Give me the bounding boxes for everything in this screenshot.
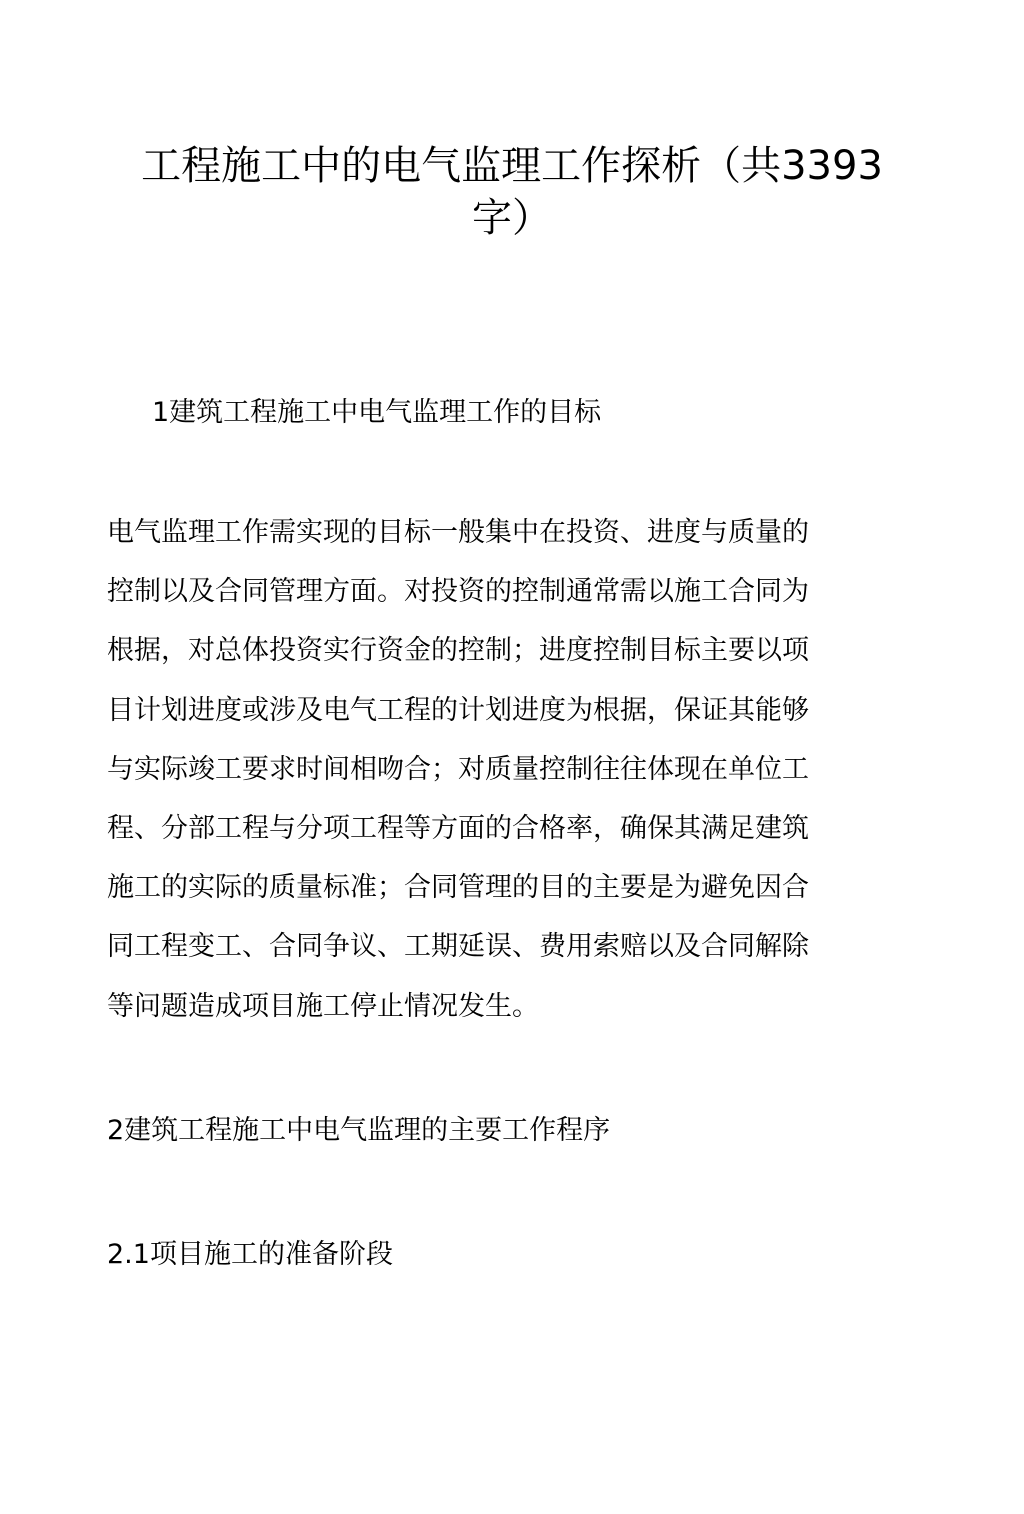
paragraph-line: 目计划进度或涉及电气工程的计划进度为根据，保证其能够 <box>107 694 809 726</box>
paragraph-line: 等问题造成项目施工停止情况发生。 <box>107 990 539 1022</box>
paragraph-line: 根据，对总体投资实行资金的控制；进度控制目标主要以项 <box>107 635 809 667</box>
paragraph-line: 控制以及合同管理方面。对投资的控制通常需以施工合同为 <box>107 576 809 608</box>
section-2-heading: 2建筑工程施工中电气监理的主要工作程序 <box>107 1115 611 1146</box>
paragraph-line: 电气监理工作需实现的目标一般集中在投资、进度与质量的 <box>107 517 809 548</box>
section-1-paragraph <box>107 513 867 1046</box>
paragraph-line: 程、分部工程与分项工程等方面的合格率，确保其满足建筑 <box>107 812 809 844</box>
paragraph-line: 施工的实际的质量标准；合同管理的目的主要是为避免因合 <box>107 872 809 904</box>
paragraph-line: 同工程变工、合同争议、工期延误、费用索赔以及合同解除 <box>107 931 809 963</box>
paragraph-line: 与实际竣工要求时间相吻合；对质量控制往往体现在单位工 <box>107 753 809 785</box>
title-line-1: 工程施工中的电气监理工作探析（共3393 <box>141 143 883 189</box>
section-2-1-heading: 2.1项目施工的准备阶段 <box>107 1239 393 1270</box>
title-line-2: 字） <box>472 195 552 241</box>
section-1-heading: 1建筑工程施工中电气监理工作的目标 <box>152 397 602 428</box>
document-title <box>100 140 924 244</box>
